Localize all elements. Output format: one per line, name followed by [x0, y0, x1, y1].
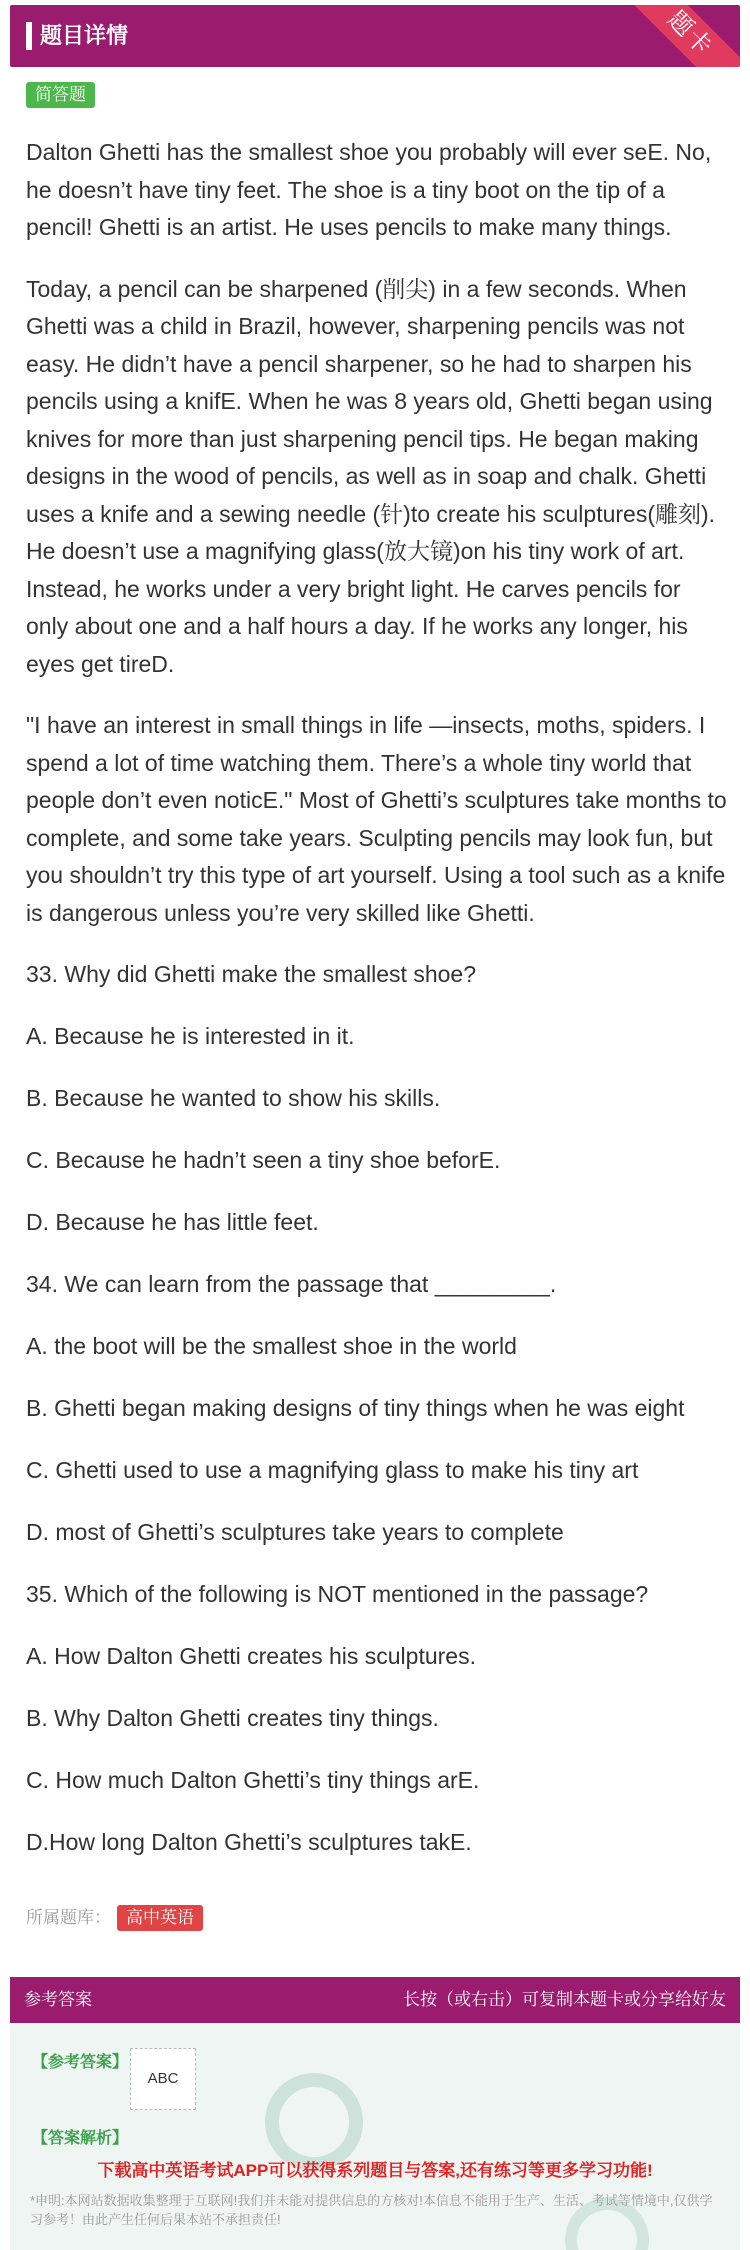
disclaimer-text: *申明:本网站数据收集整理于互联网!我们并未能对提供信息的方核对!本信息不能用于生产、生活、考试等情境中,仅供学习参考！由此产生任何后果本站不承担责任! — [30, 2193, 713, 2227]
analysis-label: 【答案解析】 — [32, 2130, 129, 2147]
question-stem: 35. Which of the following is NOT mentioned in the passage? — [26, 1581, 649, 1607]
app-download-promo[interactable]: 下载高中英语考试APP可以获得系列题目与答案,还有练习等更多学习功能! — [97, 2161, 653, 2180]
page-header — [10, 5, 740, 67]
option-text: D.How long Dalton Ghetti’s sculptures takE. — [26, 1829, 472, 1855]
answer-panel — [10, 2023, 740, 2250]
option-text: A. Because he is interested in it. — [26, 1023, 355, 1049]
question-stem: 34. We can learn from the passage that _________. — [26, 1271, 557, 1297]
option-text: D. Because he has little feet. — [26, 1209, 319, 1235]
source-tag-link[interactable]: 高中英语 — [117, 1905, 203, 1931]
passage-paragraph: "I have an interest in small things in life —insects, moths, spiders. I spend a lot of time watching them. There’s a whole tiny world that people don’t even noticE." Most of Ghetti’s sculptures take months to complete, and some take years. Sculpting pencils may look fun, but you shouldn’t try this type of art yourself. Using a tool such as a knife is dangerous unless you’re very skilled like Ghetti. — [26, 712, 727, 926]
answer-bar-title: 参考答案 — [24, 1990, 92, 2009]
question-type-tag: 简答题 — [26, 82, 95, 108]
reference-answer-label: 【参考答案】 — [32, 2054, 129, 2071]
question-bank-source — [26, 1905, 203, 1931]
option-text: B. Because he wanted to show his skills. — [26, 1085, 441, 1111]
option-text: B. Why Dalton Ghetti creates tiny things. — [26, 1705, 439, 1731]
source-label: 所属题库： — [26, 1908, 111, 1927]
option-text: C. How much Dalton Ghetti’s tiny things arE. — [26, 1767, 480, 1793]
question-body — [26, 134, 728, 1886]
option-text: C. Because he hadn’t seen a tiny shoe beforE. — [26, 1147, 501, 1173]
header-accent-bar — [26, 22, 32, 50]
answer-image: ABC — [130, 2048, 196, 2110]
option-text: A. the boot will be the smallest shoe in the world — [26, 1333, 517, 1359]
option-text: D. most of Ghetti’s sculptures take years to complete — [26, 1519, 564, 1545]
corner-badge[interactable]: 题卡 — [620, 5, 740, 67]
share-hint: 长按（或右击）可复制本题卡或分享给好友 — [403, 1990, 726, 2009]
question-stem: 33. Why did Ghetti make the smallest shoe? — [26, 961, 476, 987]
passage-paragraph: Today, a pencil can be sharpened (削尖) in a few seconds. When Ghetti was a child in Brazil, however, sharpening pencils was not easy. He didn’t have a pencil sharpener, so he had to sharpen his pencils using a knifE. When he was 8 years old, Ghetti began using knives for more than just sharpening pencil tips. He began making designs in the wood of pencils, as well as in soap and chalk. Ghetti uses a knife and a sewing needle (针)to create his sculptures(雕刻). He doesn’t use a magnifying glass(放大镜)on his tiny work of art. Instead, he works under a very bright light. He carves pencils for only about one and a half hours a day. If he works any longer, his eyes get tireD. — [26, 275, 716, 677]
option-text: B. Ghetti began making designs of tiny things when he was eight — [26, 1395, 685, 1421]
page-title: 题目详情 — [40, 23, 129, 48]
passage-paragraph: Dalton Ghetti has the smallest shoe you probably will ever seE. No, he doesn’t have tiny feet. The shoe is a tiny boot on the tip of a pencil! Ghetti is an artist. He uses pencils to make many things. — [26, 139, 712, 240]
option-text: A. How Dalton Ghetti creates his sculptures. — [26, 1643, 476, 1669]
option-text: C. Ghetti used to use a magnifying glass to make his tiny art — [26, 1457, 639, 1483]
answer-header-bar — [10, 1977, 740, 2023]
